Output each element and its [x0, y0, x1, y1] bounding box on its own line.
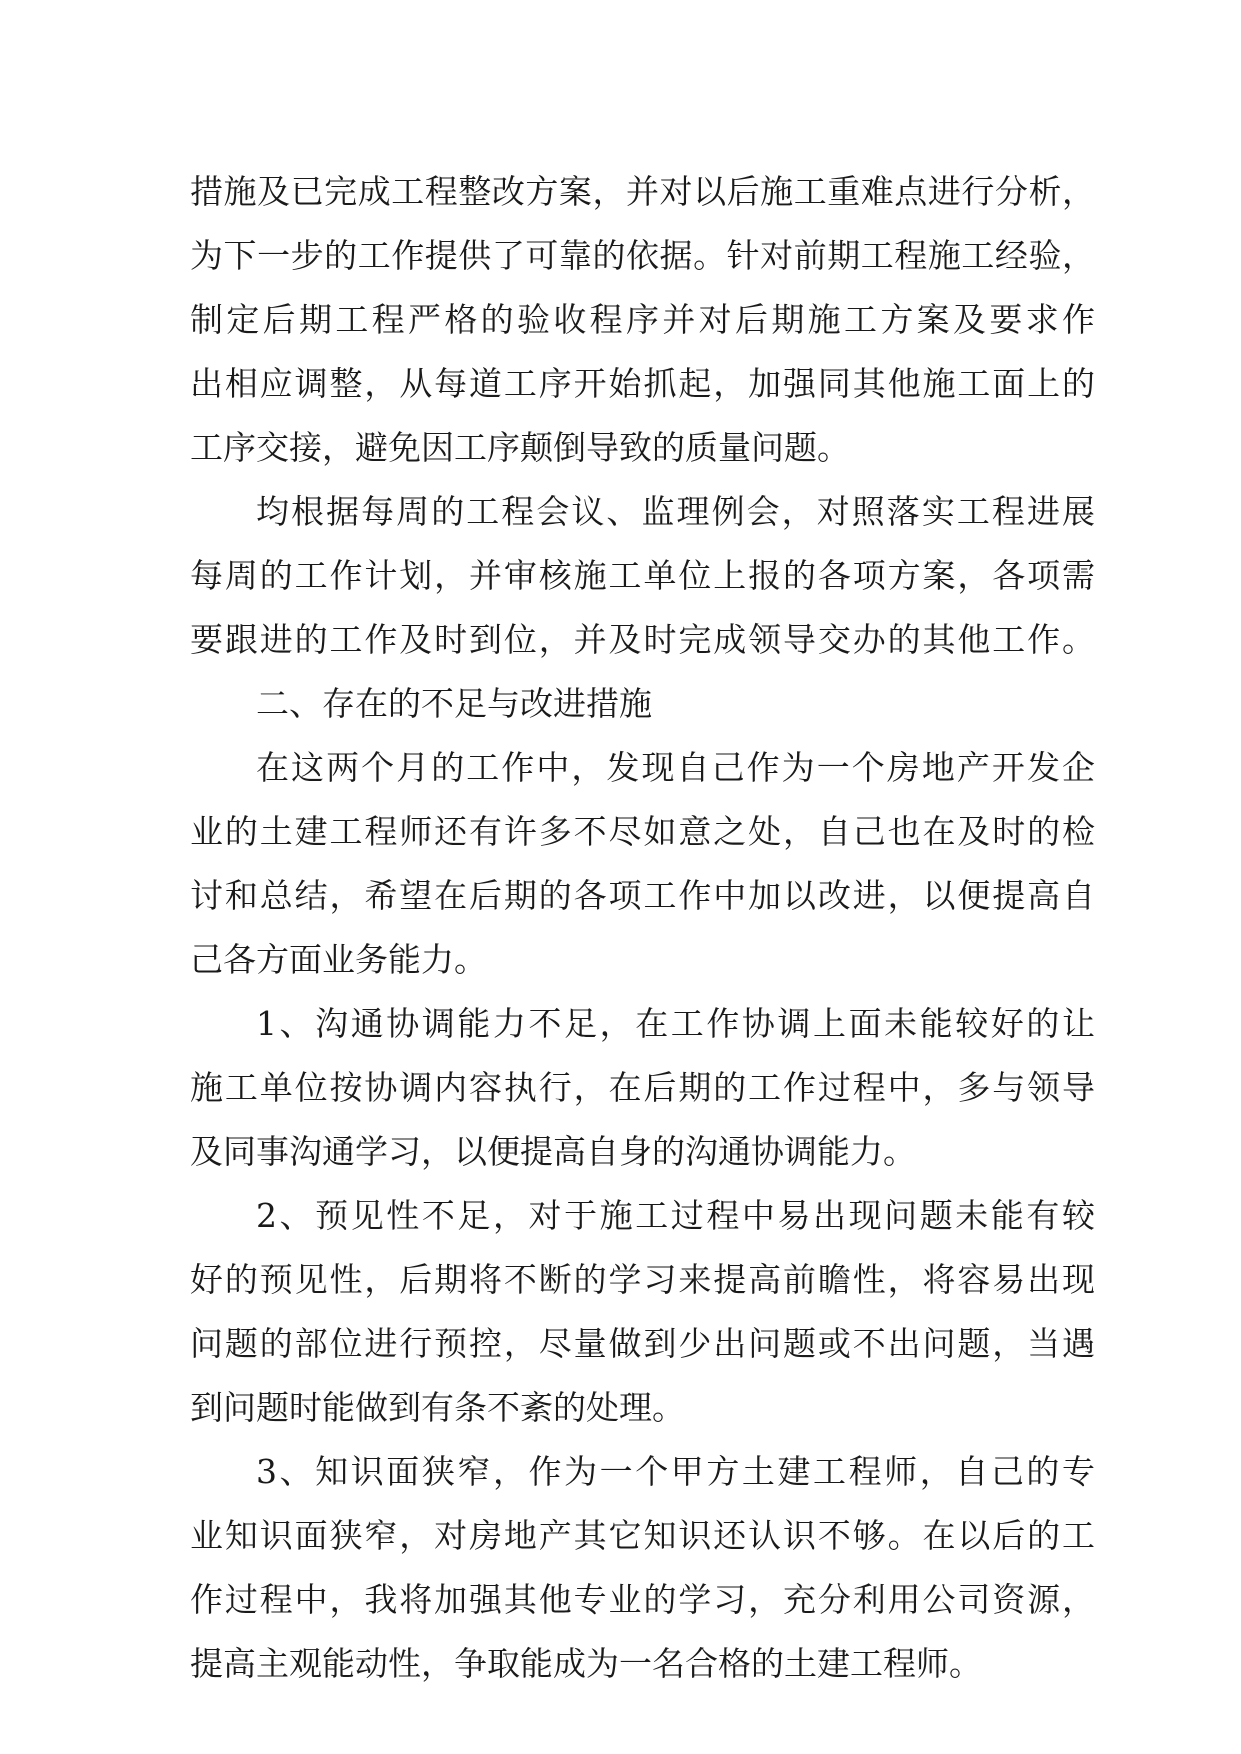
- text-line: 己各方面业务能力。: [190, 940, 487, 979]
- section-heading: 二、存在的不足与改进措施: [256, 684, 652, 723]
- text-line: 及同事沟通学习，以便提高自身的沟通协调能力。: [190, 1132, 916, 1171]
- text-line: 措施及已完成工程整改方案，并对以后施工重难点进行分析，: [190, 172, 1095, 211]
- text-line: 要跟进的工作及时到位，并及时完成领导交办的其他工作。: [190, 620, 1095, 659]
- text-line: 业的土建工程师还有许多不尽如意之处，自己也在及时的检: [190, 812, 1095, 851]
- document-body: [190, 160, 1095, 1696]
- paragraph-first-line: 均根据每周的工程会议、监理例会，对照落实工程进展: [256, 492, 1095, 531]
- text-line: 到问题时能做到有条不紊的处理。: [190, 1388, 685, 1427]
- list-item-first-line: 1、沟通协调能力不足，在工作协调上面未能较好的让: [256, 1004, 1095, 1043]
- text-line: 作过程中，我将加强其他专业的学习，充分利用公司资源，: [190, 1580, 1095, 1619]
- text-line: 讨和总结，希望在后期的各项工作中加以改进，以便提高自: [190, 876, 1095, 915]
- text-line: 制定后期工程严格的验收程序并对后期施工方案及要求作: [190, 300, 1095, 339]
- text-line: 为下一步的工作提供了可靠的依据。针对前期工程施工经验，: [190, 236, 1095, 275]
- text-line: 施工单位按协调内容执行，在后期的工作过程中，多与领导: [190, 1068, 1095, 1107]
- list-item-first-line: 3、知识面狭窄，作为一个甲方土建工程师，自己的专: [256, 1452, 1095, 1491]
- text-line: 出相应调整，从每道工序开始抓起，加强同其他施工面上的: [190, 364, 1095, 403]
- text-line: 好的预见性，后期将不断的学习来提高前瞻性，将容易出现: [190, 1260, 1095, 1299]
- text-line: 问题的部位进行预控，尽量做到少出问题或不出问题，当遇: [190, 1324, 1095, 1363]
- text-line: 每周的工作计划，并审核施工单位上报的各项方案，各项需: [190, 556, 1095, 595]
- list-item-first-line: 2、预见性不足，对于施工过程中易出现问题未能有较: [256, 1196, 1095, 1235]
- paragraph-first-line: 在这两个月的工作中，发现自己作为一个房地产开发企: [256, 748, 1095, 787]
- text-line: 工序交接，避免因工序颠倒导致的质量问题。: [190, 428, 850, 467]
- text-line: 业知识面狭窄，对房地产其它知识还认识不够。在以后的工: [190, 1516, 1095, 1555]
- text-line: 提高主观能动性，争取能成为一名合格的土建工程师。: [190, 1644, 982, 1683]
